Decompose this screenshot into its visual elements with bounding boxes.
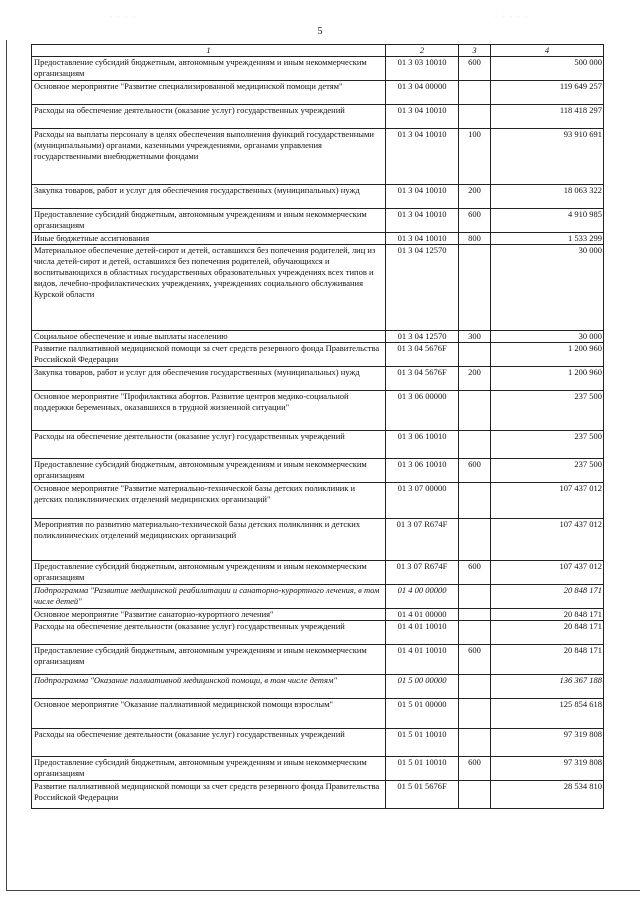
budget-table-body bbox=[32, 45, 604, 809]
row-name: Основное мероприятие "Развитие материально-технической базы детских поликлиник и детских поликлинических отделений медицинских организаций" bbox=[32, 483, 386, 519]
page-bottom-border bbox=[6, 890, 640, 891]
row-expense-type bbox=[459, 585, 491, 609]
row-amount: 4 910 985 bbox=[491, 209, 604, 233]
table-row bbox=[32, 675, 604, 699]
row-code: 01 3 04 10010 bbox=[386, 185, 459, 209]
row-code: 01 3 04 10010 bbox=[386, 129, 459, 185]
row-expense-type bbox=[459, 431, 491, 459]
table-row bbox=[32, 185, 604, 209]
row-name: Расходы на выплаты персоналу в целях обеспечения выполнения функций государственными (муниципальными) органами, казенными учреждениями, органами управления государственными внебюджетными фондами bbox=[32, 129, 386, 185]
row-amount: 93 910 691 bbox=[491, 129, 604, 185]
row-code: 01 3 04 12570 bbox=[386, 331, 459, 343]
row-code: 01 5 01 00000 bbox=[386, 699, 459, 729]
table-row bbox=[32, 331, 604, 343]
row-expense-type: 200 bbox=[459, 367, 491, 391]
row-expense-type bbox=[459, 729, 491, 757]
table-row bbox=[32, 585, 604, 609]
row-name: Предоставление субсидий бюджетным, автономным учреждениям и иным некоммерческим организациям bbox=[32, 757, 386, 781]
table-row bbox=[32, 367, 604, 391]
row-code: 01 5 01 10010 bbox=[386, 757, 459, 781]
row-amount: 125 854 618 bbox=[491, 699, 604, 729]
row-amount: 119 649 257 bbox=[491, 81, 604, 105]
row-amount: 30 000 bbox=[491, 245, 604, 331]
table-row bbox=[32, 129, 604, 185]
row-code: 01 3 04 12570 bbox=[386, 245, 459, 331]
row-expense-type: 600 bbox=[459, 561, 491, 585]
header-col-4: 4 bbox=[491, 45, 604, 57]
row-amount: 237 500 bbox=[491, 431, 604, 459]
row-expense-type bbox=[459, 105, 491, 129]
row-code: 01 3 07 R674F bbox=[386, 519, 459, 561]
row-expense-type: 600 bbox=[459, 209, 491, 233]
row-expense-type: 600 bbox=[459, 57, 491, 81]
table-row bbox=[32, 561, 604, 585]
row-name: Основное мероприятие "Развитие санаторно-курортного лечения" bbox=[32, 609, 386, 621]
row-name: Развитие паллиативной медицинской помощи за счет средств резервного фонда Правительства Российской Федерации bbox=[32, 343, 386, 367]
row-name: Предоставление субсидий бюджетным, автономным учреждениям и иным некоммерческим организациям bbox=[32, 209, 386, 233]
table-row bbox=[32, 621, 604, 645]
row-name: Основное мероприятие "Развитие специализированной медицинской помощи детям" bbox=[32, 81, 386, 105]
row-code: 01 4 01 10010 bbox=[386, 645, 459, 675]
row-name: Основное мероприятие "Оказание паллиативной медицинской помощи взрослым" bbox=[32, 699, 386, 729]
row-amount: 20 848 171 bbox=[491, 645, 604, 675]
table-row bbox=[32, 57, 604, 81]
row-amount: 1 533 299 bbox=[491, 233, 604, 245]
row-amount: 18 063 322 bbox=[491, 185, 604, 209]
row-code: 01 3 06 10010 bbox=[386, 459, 459, 483]
row-name: Развитие паллиативной медицинской помощи за счет средств резервного фонда Правительства Российской Федерации bbox=[32, 781, 386, 809]
page-number: 5 bbox=[317, 26, 323, 37]
page-left-border bbox=[6, 40, 7, 890]
row-expense-type: 800 bbox=[459, 233, 491, 245]
table-row bbox=[32, 233, 604, 245]
table-row bbox=[32, 209, 604, 233]
row-amount: 500 000 bbox=[491, 57, 604, 81]
row-name: Иные бюджетные ассигнования bbox=[32, 233, 386, 245]
row-expense-type bbox=[459, 781, 491, 809]
table-row bbox=[32, 729, 604, 757]
header-col-3: 3 bbox=[459, 45, 491, 57]
row-code: 01 3 04 5676F bbox=[386, 367, 459, 391]
header-col-1: 1 bbox=[32, 45, 386, 57]
row-amount: 28 534 810 bbox=[491, 781, 604, 809]
row-expense-type: 100 bbox=[459, 129, 491, 185]
row-name: Подпрограмма "Оказание паллиативной медицинской помощи, в том числе детям" bbox=[32, 675, 386, 699]
row-amount: 1 200 960 bbox=[491, 343, 604, 367]
row-name: Социальное обеспечение и иные выплаты населению bbox=[32, 331, 386, 343]
row-code: 01 3 04 10010 bbox=[386, 233, 459, 245]
row-amount: 20 848 171 bbox=[491, 585, 604, 609]
row-expense-type bbox=[459, 675, 491, 699]
table-row bbox=[32, 757, 604, 781]
scan-artifact: · · · · · bbox=[495, 14, 529, 20]
row-name: Предоставление субсидий бюджетным, автономным учреждениям и иным некоммерческим организациям bbox=[32, 459, 386, 483]
row-code: 01 3 07 R674F bbox=[386, 561, 459, 585]
table-header-row bbox=[32, 45, 604, 57]
row-code: 01 4 01 00000 bbox=[386, 609, 459, 621]
header-col-2: 2 bbox=[386, 45, 459, 57]
row-expense-type: 600 bbox=[459, 645, 491, 675]
row-amount: 20 848 171 bbox=[491, 609, 604, 621]
table-row bbox=[32, 81, 604, 105]
row-expense-type bbox=[459, 621, 491, 645]
scan-artifact: · · · · bbox=[110, 14, 137, 20]
row-expense-type bbox=[459, 609, 491, 621]
row-code: 01 5 00 00000 bbox=[386, 675, 459, 699]
row-code: 01 3 06 00000 bbox=[386, 391, 459, 431]
row-name: Расходы на обеспечение деятельности (оказание услуг) государственных учреждений bbox=[32, 621, 386, 645]
row-code: 01 4 00 00000 bbox=[386, 585, 459, 609]
row-name: Закупка товаров, работ и услуг для обеспечения государственных (муниципальных) нужд bbox=[32, 185, 386, 209]
row-amount: 107 437 012 bbox=[491, 519, 604, 561]
table-row bbox=[32, 105, 604, 129]
row-amount: 136 367 188 bbox=[491, 675, 604, 699]
row-code: 01 5 01 5676F bbox=[386, 781, 459, 809]
row-name: Предоставление субсидий бюджетным, автономным учреждениям и иным некоммерческим организациям bbox=[32, 645, 386, 675]
table-row bbox=[32, 609, 604, 621]
row-name: Закупка товаров, работ и услуг для обеспечения государственных (муниципальных) нужд bbox=[32, 367, 386, 391]
row-expense-type bbox=[459, 483, 491, 519]
row-name: Материальное обеспечение детей-сирот и детей, оставшихся без попечения родителей, лиц из числа детей-сирот и детей, оставшихся без попечения родителей, обучающихся и воспитывающихся в областных государственных образовательных учреждениях всех типов и видов, лечебно-профилактических учреждениях, учреждениях социального обслуживания Курской области bbox=[32, 245, 386, 331]
row-amount: 237 500 bbox=[491, 459, 604, 483]
row-name: Предоставление субсидий бюджетным, автономным учреждениям и иным некоммерческим организациям bbox=[32, 561, 386, 585]
row-name: Мероприятия по развитию материально-технической базы детских поликлиник и детских поликлинических отделений медицинских организаций bbox=[32, 519, 386, 561]
row-code: 01 3 04 00000 bbox=[386, 81, 459, 105]
row-name: Расходы на обеспечение деятельности (оказание услуг) государственных учреждений bbox=[32, 431, 386, 459]
row-amount: 97 319 808 bbox=[491, 757, 604, 781]
row-name: Основное мероприятие "Профилактика абортов. Развитие центров медико-социальной поддержки беременных, оказавшихся в трудной жизненной ситуации" bbox=[32, 391, 386, 431]
table-row bbox=[32, 459, 604, 483]
row-expense-type bbox=[459, 81, 491, 105]
row-code: 01 3 03 10010 bbox=[386, 57, 459, 81]
row-code: 01 3 04 10010 bbox=[386, 105, 459, 129]
row-expense-type: 300 bbox=[459, 331, 491, 343]
row-expense-type: 200 bbox=[459, 185, 491, 209]
row-expense-type: 600 bbox=[459, 757, 491, 781]
row-name: Подпрограмма "Развитие медицинской реабилитации и санаторно-курортного лечения, в том числе детей" bbox=[32, 585, 386, 609]
row-amount: 107 437 012 bbox=[491, 561, 604, 585]
row-expense-type bbox=[459, 245, 491, 331]
row-code: 01 3 06 10010 bbox=[386, 431, 459, 459]
row-amount: 20 848 171 bbox=[491, 621, 604, 645]
row-expense-type bbox=[459, 391, 491, 431]
row-expense-type bbox=[459, 519, 491, 561]
row-code: 01 4 01 10010 bbox=[386, 621, 459, 645]
row-amount: 107 437 012 bbox=[491, 483, 604, 519]
table-row bbox=[32, 519, 604, 561]
table-row bbox=[32, 391, 604, 431]
row-expense-type bbox=[459, 343, 491, 367]
row-code: 01 5 01 10010 bbox=[386, 729, 459, 757]
budget-table bbox=[31, 44, 604, 809]
row-code: 01 3 04 10010 bbox=[386, 209, 459, 233]
row-name: Предоставление субсидий бюджетным, автономным учреждениям и иным некоммерческим организациям bbox=[32, 57, 386, 81]
row-code: 01 3 04 5676F bbox=[386, 343, 459, 367]
row-expense-type bbox=[459, 699, 491, 729]
row-amount: 118 418 297 bbox=[491, 105, 604, 129]
table-row bbox=[32, 343, 604, 367]
row-amount: 1 200 960 bbox=[491, 367, 604, 391]
row-amount: 237 500 bbox=[491, 391, 604, 431]
table-row bbox=[32, 483, 604, 519]
table-row bbox=[32, 699, 604, 729]
table-row bbox=[32, 645, 604, 675]
table-row bbox=[32, 431, 604, 459]
row-name: Расходы на обеспечение деятельности (оказание услуг) государственных учреждений bbox=[32, 729, 386, 757]
row-name: Расходы на обеспечение деятельности (оказание услуг) государственных учреждений bbox=[32, 105, 386, 129]
row-code: 01 3 07 00000 bbox=[386, 483, 459, 519]
table-row bbox=[32, 781, 604, 809]
row-amount: 30 000 bbox=[491, 331, 604, 343]
row-expense-type: 600 bbox=[459, 459, 491, 483]
row-amount: 97 319 808 bbox=[491, 729, 604, 757]
table-row bbox=[32, 245, 604, 331]
